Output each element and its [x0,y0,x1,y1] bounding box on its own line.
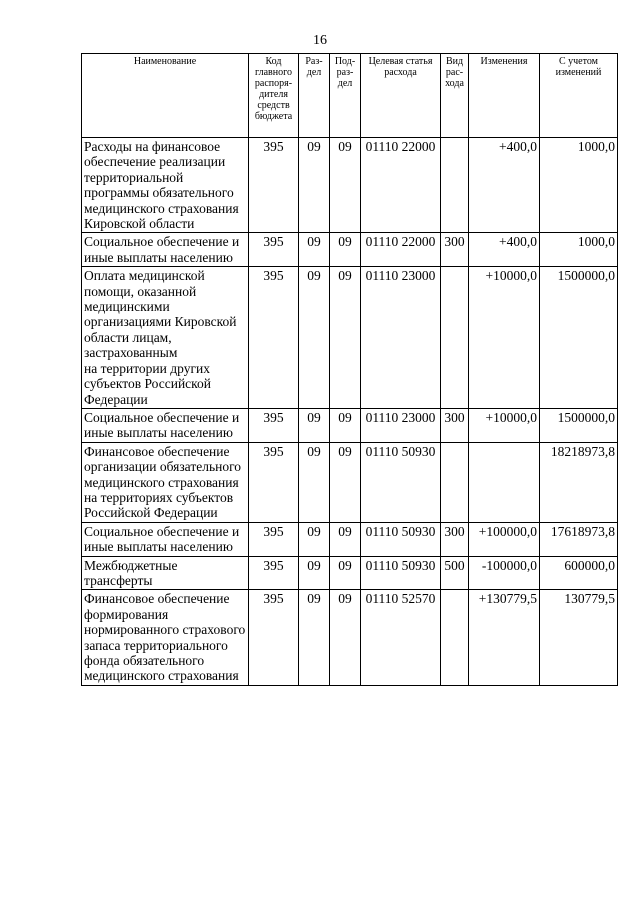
row-change: +100000,0 [469,522,540,556]
table-row [82,233,618,267]
row-subsection: 09 [330,408,361,442]
page-number: 16 [313,33,327,48]
row-change: +130779,5 [469,590,540,685]
row-code: 395 [249,590,299,685]
row-name: Межбюджетные трансферты [82,556,249,590]
row-target: 01110 22000 [361,138,441,233]
row-section: 09 [299,138,330,233]
table-row [82,590,618,685]
header-code: Код главного распоря-дителя средств бюджета [249,54,299,138]
row-section: 09 [299,267,330,409]
header-row [82,54,618,138]
row-total: 600000,0 [540,556,618,590]
row-subsection: 09 [330,233,361,267]
table-row [82,442,618,522]
row-target: 01110 22000 [361,233,441,267]
row-target: 01110 23000 [361,408,441,442]
row-code: 395 [249,442,299,522]
budget-table [81,53,618,686]
row-section: 09 [299,233,330,267]
row-subsection: 09 [330,442,361,522]
row-total: 1000,0 [540,138,618,233]
row-change: +10000,0 [469,267,540,409]
row-name: Финансовое обеспечение организации обязательного медицинского страхования на территориях субъектов Российской Федерации [82,442,249,522]
row-type: 300 [441,522,469,556]
row-type: 500 [441,556,469,590]
row-subsection: 09 [330,267,361,409]
row-change: -100000,0 [469,556,540,590]
row-type [441,442,469,522]
row-section: 09 [299,408,330,442]
row-change: +10000,0 [469,408,540,442]
table-row [82,522,618,556]
row-target: 01110 23000 [361,267,441,409]
row-code: 395 [249,267,299,409]
header-total: С учетом изменений [540,54,618,138]
row-code: 395 [249,233,299,267]
row-subsection: 09 [330,590,361,685]
row-change [469,442,540,522]
row-change: +400,0 [469,138,540,233]
row-subsection: 09 [330,522,361,556]
row-total: 17618973,8 [540,522,618,556]
table-row [82,267,618,409]
header-subsection: Под-раз-дел [330,54,361,138]
table-row [82,138,618,233]
row-total: 18218973,8 [540,442,618,522]
row-total: 1500000,0 [540,267,618,409]
row-type: 300 [441,408,469,442]
header-type: Вид рас-хода [441,54,469,138]
row-name: Расходы на финансовое обеспечение реализации территориальной программы обязательного медицинского страхования Кировской области [82,138,249,233]
row-target: 01110 50930 [361,442,441,522]
row-section: 09 [299,442,330,522]
row-total: 130779,5 [540,590,618,685]
header-target: Целевая статья расхода [361,54,441,138]
table-body [82,138,618,686]
row-section: 09 [299,522,330,556]
row-total: 1000,0 [540,233,618,267]
header-name: Наименование [82,54,249,138]
row-change: +400,0 [469,233,540,267]
row-target: 01110 50930 [361,522,441,556]
row-section: 09 [299,556,330,590]
row-code: 395 [249,556,299,590]
table-row [82,408,618,442]
row-type [441,138,469,233]
row-name: Социальное обеспечение и иные выплаты населению [82,408,249,442]
header-section: Раз-дел [299,54,330,138]
row-code: 395 [249,138,299,233]
row-section: 09 [299,590,330,685]
row-name: Оплата медицинской помощи, оказанной медицинскими организациями Кировской области лицам, застрахованным на территории других субъектов Российской Федерации [82,267,249,409]
row-type [441,590,469,685]
row-name: Социальное обеспечение и иные выплаты населению [82,233,249,267]
row-subsection: 09 [330,556,361,590]
row-subsection: 09 [330,138,361,233]
row-name: Финансовое обеспечение формирования нормированного страхового запаса территориального фонда обязательного медицинского страхования [82,590,249,685]
row-total: 1500000,0 [540,408,618,442]
row-target: 01110 50930 [361,556,441,590]
row-code: 395 [249,408,299,442]
table-row [82,556,618,590]
row-type: 300 [441,233,469,267]
row-target: 01110 52570 [361,590,441,685]
header-change: Изменения [469,54,540,138]
row-name: Социальное обеспечение и иные выплаты населению [82,522,249,556]
row-type [441,267,469,409]
row-code: 395 [249,522,299,556]
